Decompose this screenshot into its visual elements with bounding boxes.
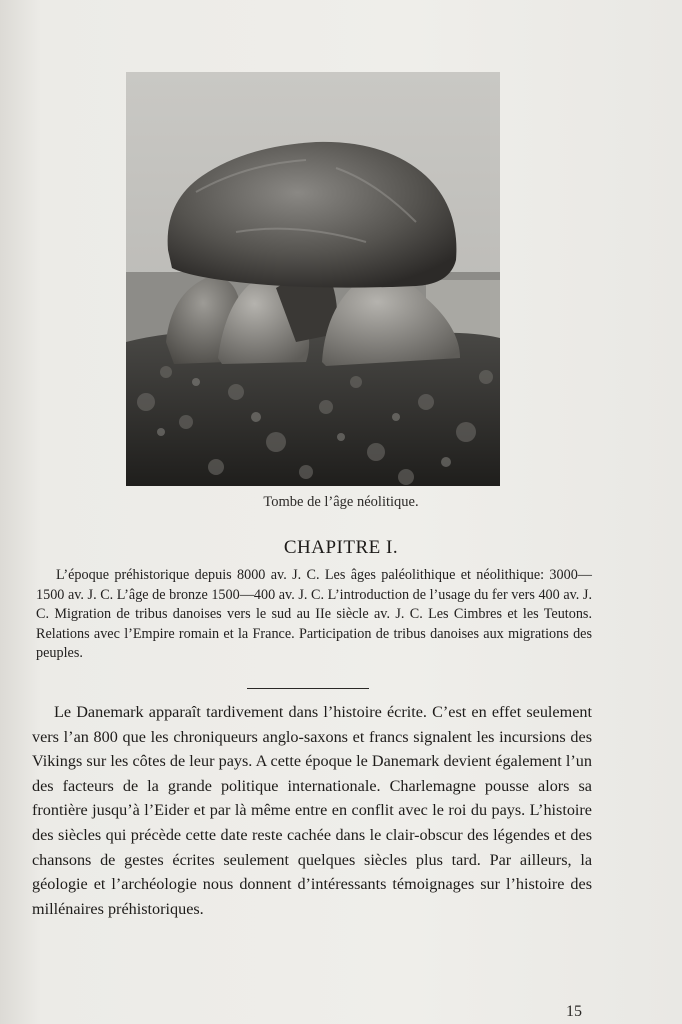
figure-caption: Tombe de l’âge néolitique. bbox=[263, 494, 419, 510]
dolmen-photograph bbox=[126, 72, 500, 486]
section-divider bbox=[247, 688, 369, 689]
dolmen-image bbox=[126, 72, 500, 486]
chapter-title: CHAPITRE I. bbox=[283, 537, 399, 558]
chapter-summary: L’époque préhistorique depuis 8000 av. J. C. Les âges paléolithique et néolithique: 3000—1500 av. J. C. L’âge de bronze 1500—400 av. J. C. L’introduction de l’usage du fer vers 400 av. J. C. Migration de tribus danoises vers le sud au IIe siècle av. J. C. Les Cimbres et les Teutons. Relations avec l’Empire romain et la France. Participation de tribus danoises aux migrations des peuples. bbox=[36, 567, 592, 662]
chapter-body-paragraph: Le Danemark apparaît tardivement dans l’histoire écrite. C’est en effet seulement vers l’an 800 que les chroniqueurs anglo-saxons et francs signalent les incursions des Vikings sur les côtes de leur pays. A cette époque le Danemark devient également l’un des facteurs de la grande politique internationale. Charlemagne pousse alors sa frontière jusqu’à l’Eider et par là même entre en conflit avec le roi du pays. L’histoire des siècles qui précède cette date reste cachée dans le clair-obscur des légendes et des chansons de gestes écrites seulement quelques siècles plus tard. Par ailleurs, la géologie et l’archéologie nous donnent d’intéressants témoignages sur l’histoire des millénaires préhistoriques. bbox=[32, 703, 592, 918]
page-number: 15 bbox=[566, 1003, 582, 1020]
